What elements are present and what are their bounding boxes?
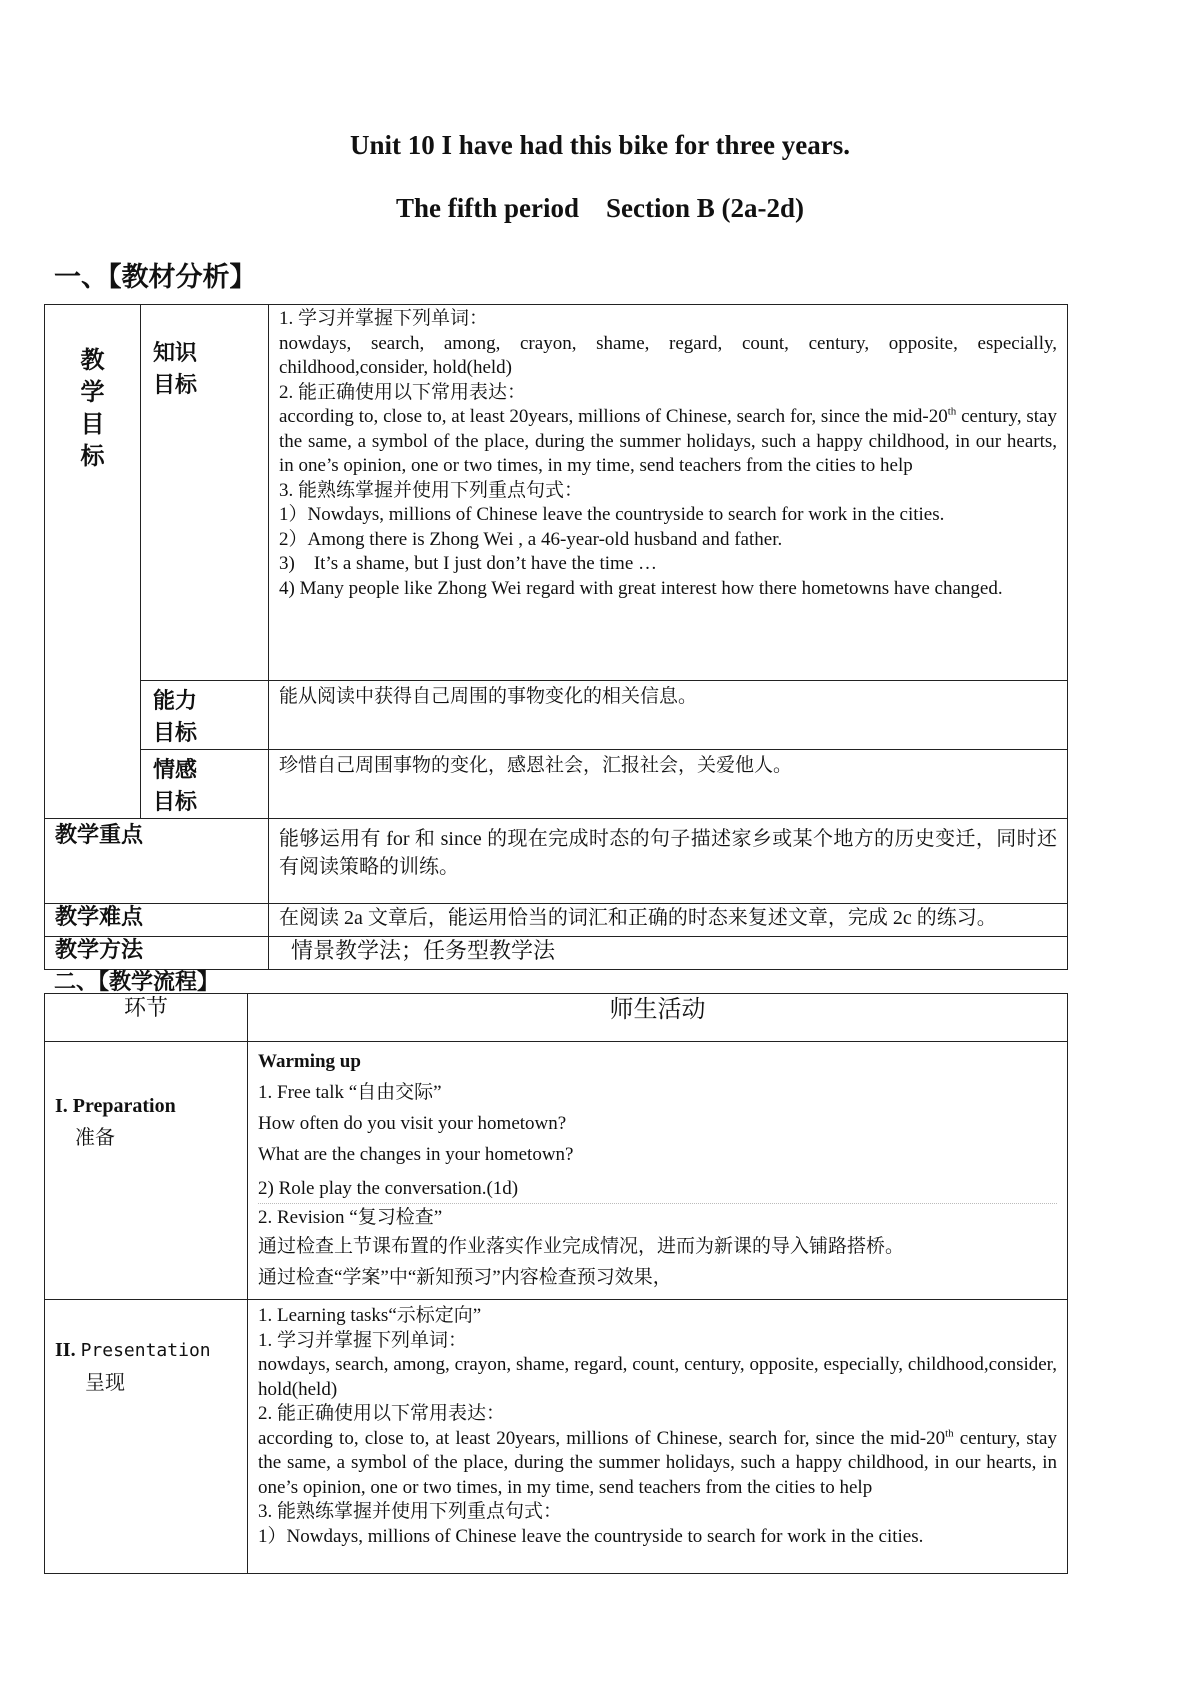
stage-preparation-content: Warming up 1. Free talk “自由交际” How often do you visit your hometown? What are the changes in your hometown? 2) Role play the conversation.(1d) 2. Revision “复习检查” 通过检查上节课布置的作业落实作业完成情况，进而为新课的导入铺路搭桥。 通过检查“学案”中“新知预习”内容检查预习效果， — [248, 1042, 1068, 1300]
emotion-goal-content: 珍惜自己周围事物的变化，感恩社会，汇报社会，关爱他人。 — [269, 750, 1068, 819]
stage-preparation-label: I. Preparation 准备 — [45, 1042, 248, 1300]
teaching-method-label: 教学方法 — [45, 937, 269, 970]
ability-goal-label: 能力 目标 — [141, 681, 269, 750]
difficult-point-content: 在阅读 2a 文章后，能运用恰当的词汇和正确的时态来复述文章，完成 2c 的练习。 — [269, 904, 1068, 937]
flow-table — [44, 993, 1068, 1574]
knowledge-goal-label: 知识 目标 — [141, 305, 269, 681]
section-heading-flow: 二、【教学流程】 — [54, 969, 220, 994]
teaching-goals-label: 教 学 目 标 — [45, 305, 141, 819]
flow-header-stage: 环节 — [45, 994, 248, 1042]
knowledge-goal-content: 1. 学习并掌握下列单词： nowdays, search, among, crayon, shame, regard, count, century, opposite, especially, childhood,consider, hold(held) 2. 能正确使用以下常用表达： according to, close to, at least 20years, millions of Chinese, search for, since the mid-20th century, stay the same, a symbol of the place, during the summer holidays, such a happy childhood, in our hearts, in one’s opinion, one or two times, in my time, send teachers from the cities to help 3. 能熟练掌握并使用下列重点句式： 1）Nowdays, millions of Chinese leave the countryside to search for work in the cities. 2）Among there is Zhong Wei , a 46-year-old husband and father. 3) It’s a shame, but I just don’t have the time … 4) Many people like Zhong Wei regard with great interest how there hometowns have changed. — [269, 305, 1068, 681]
teaching-method-content: 情景教学法；任务型教学法 — [269, 937, 1068, 970]
stage-presentation-content: 1. Learning tasks“示标定向” 1. 学习并掌握下列单词： nowdays, search, among, crayon, shame, regard, count, century, opposite, especially, childhood,consider, hold(held) 2. 能正确使用以下常用表达： according to, close to, at least 20years, millions of Chinese, search for, since the mid-20th century, stay the same, a symbol of the place, during the summer holidays, such a happy childhood, in our hearts, in one’s opinion, one or two times, in my time, send teachers from the cities to help 3. 能熟练掌握并使用下列重点句式： 1）Nowdays, millions of Chinese leave the countryside to search for work in the cities. — [248, 1300, 1068, 1574]
document-title: Unit 10 I have had this bike for three years. — [349, 130, 850, 160]
key-point-label: 教学重点 — [45, 819, 269, 904]
ability-goal-content: 能从阅读中获得自己周围的事物变化的相关信息。 — [269, 681, 1068, 750]
stage-presentation-label: II. Presentation 呈现 — [45, 1300, 248, 1574]
analysis-table — [44, 304, 1068, 970]
difficult-point-label: 教学难点 — [45, 904, 269, 937]
document-subtitle: The fifth period Section B (2a-2d) — [396, 193, 804, 223]
section-heading-analysis: 一、【教材分析】 — [54, 262, 257, 292]
key-point-content: 能够运用有 for 和 since 的现在完成时态的句子描述家乡或某个地方的历史变迁，同时还有阅读策略的训练。 — [269, 819, 1068, 904]
emotion-goal-label: 情感 目标 — [141, 750, 269, 819]
flow-header-activities: 师生活动 — [248, 994, 1068, 1042]
